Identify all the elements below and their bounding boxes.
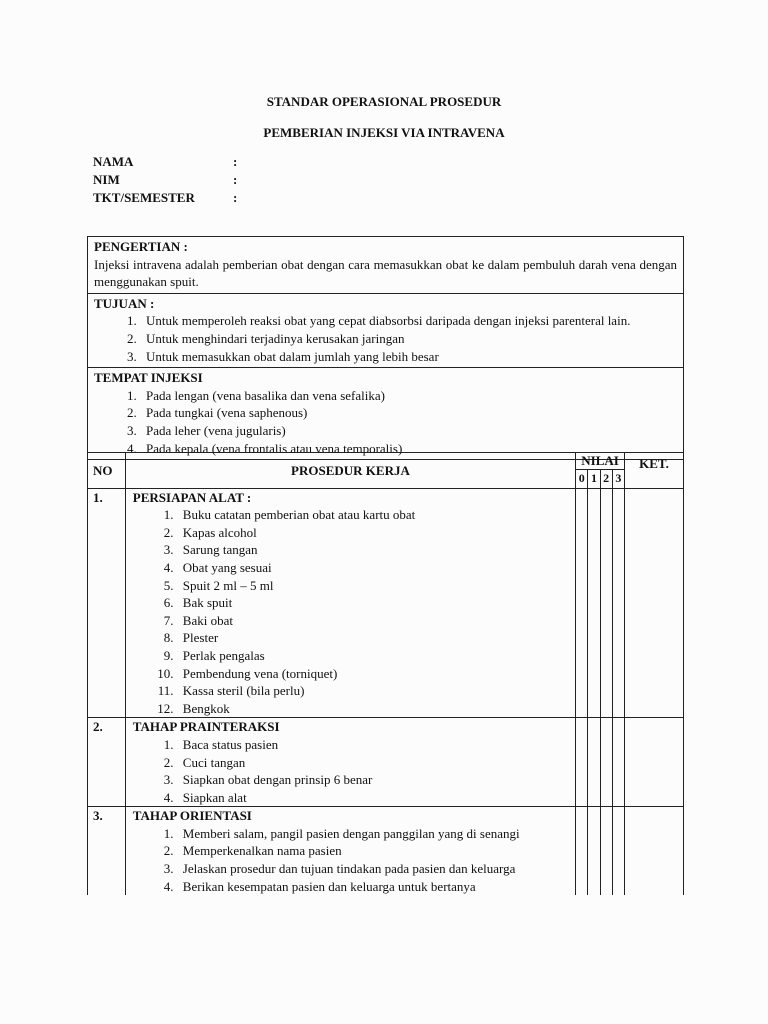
list-item: 3. Pada leher (vena jugularis) bbox=[140, 422, 677, 440]
score-cell[interactable] bbox=[600, 718, 612, 807]
score-cell[interactable] bbox=[576, 807, 588, 895]
list-item: 11. Kassa steril (bila perlu) bbox=[177, 682, 570, 700]
tujuan-section bbox=[88, 293, 684, 367]
list-item: 4. Berikan kesempatan pasien dan keluarga untuk bertanya bbox=[177, 878, 570, 896]
list-item: 3. Sarung tangan bbox=[177, 541, 570, 559]
list-item: 5. Spuit 2 ml – 5 ml bbox=[177, 577, 570, 595]
tujuan-heading: TUJUAN : bbox=[94, 295, 155, 311]
section-steps bbox=[131, 736, 570, 806]
tujuan-list bbox=[94, 312, 677, 365]
col-no-header: NO bbox=[88, 453, 126, 489]
list-item: 10. Pembendung vena (torniquet) bbox=[177, 665, 570, 683]
list-item: 2. Untuk menghindari terjadinya kerusakan jaringan bbox=[140, 330, 677, 348]
score-cell[interactable] bbox=[576, 718, 588, 807]
section-title: TAHAP PRAINTERAKSI bbox=[132, 719, 280, 735]
procedure-table bbox=[87, 452, 684, 895]
col-proc-header: PROSEDUR KERJA bbox=[125, 453, 575, 489]
section-steps bbox=[131, 825, 570, 895]
list-item: 7. Baki obat bbox=[177, 612, 570, 630]
list-item: 1. Buku catatan pemberian obat atau kartu obat bbox=[177, 506, 570, 524]
list-item: 3. Untuk memasukkan obat dalam jumlah yang lebih besar bbox=[140, 348, 677, 366]
list-item: 1. Memberi salam, pangil pasien dengan panggilan yang di senangi bbox=[177, 825, 570, 843]
tempat-list bbox=[94, 387, 677, 457]
identity-name-row bbox=[93, 154, 238, 170]
list-item: 1. Pada lengan (vena basalika dan vena sefalika) bbox=[140, 387, 677, 405]
list-item: 2. Pada tungkai (vena saphenous) bbox=[140, 404, 677, 422]
ket-cell[interactable] bbox=[625, 718, 684, 807]
document-subtitle: PEMBERIAN INJEKSI VIA INTRAVENA bbox=[263, 125, 505, 140]
score-cell[interactable] bbox=[600, 488, 612, 718]
ket-cell[interactable] bbox=[625, 807, 684, 895]
list-item: 8. Plester bbox=[177, 629, 570, 647]
score-cell[interactable] bbox=[612, 718, 624, 807]
score-cell[interactable] bbox=[600, 807, 612, 895]
score-0-header: 0 bbox=[576, 470, 588, 489]
table-row bbox=[88, 488, 684, 718]
section-number: 2. bbox=[88, 718, 126, 807]
table-row bbox=[88, 807, 684, 895]
tempat-section bbox=[88, 368, 684, 460]
list-item: 1. Baca status pasien bbox=[177, 736, 570, 754]
score-cell[interactable] bbox=[576, 488, 588, 718]
identity-name-label: NAMA bbox=[93, 154, 134, 169]
table-header-row bbox=[88, 453, 684, 470]
identity-semester-colon: : bbox=[233, 190, 238, 205]
list-item: 2. Memperkenalkan nama pasien bbox=[177, 842, 570, 860]
score-cell[interactable] bbox=[612, 807, 624, 895]
pengertian-text: Injeksi intravena adalah pemberian obat dengan cara memasukkan obat ke dalam pembuluh darah vena dengan menggunakan spuit. bbox=[94, 256, 677, 290]
document-title: STANDAR OPERASIONAL PROSEDUR bbox=[266, 94, 502, 109]
section-title: TAHAP ORIENTASI bbox=[132, 808, 252, 824]
list-item: 4. Obat yang sesuai bbox=[177, 559, 570, 577]
section-steps bbox=[131, 506, 570, 717]
identity-nim-colon: : bbox=[233, 172, 238, 187]
identity-nim-row bbox=[93, 172, 238, 188]
score-cell[interactable] bbox=[612, 488, 624, 718]
score-1-header: 1 bbox=[588, 470, 600, 489]
list-item: 3. Jelaskan prosedur dan tujuan tindakan pada pasien dan keluarga bbox=[177, 860, 570, 878]
identity-name-colon: : bbox=[233, 154, 238, 169]
pengertian-heading: PENGERTIAN : bbox=[94, 239, 188, 254]
section-number: 3. bbox=[88, 807, 126, 895]
section-title: PERSIAPAN ALAT : bbox=[132, 489, 252, 505]
tempat-heading: TEMPAT INJEKSI bbox=[94, 370, 203, 386]
identity-semester-label: TKT/SEMESTER bbox=[93, 190, 195, 205]
list-item: 4. Siapkan alat bbox=[177, 789, 570, 807]
col-ket-header: KET. bbox=[625, 453, 684, 489]
score-cell[interactable] bbox=[588, 807, 600, 895]
table-row bbox=[88, 718, 684, 807]
identity-nim-label: NIM bbox=[93, 172, 120, 187]
score-cell[interactable] bbox=[588, 488, 600, 718]
info-table bbox=[87, 236, 684, 460]
col-nilai-header: NILAI bbox=[576, 453, 625, 470]
section-number: 1. bbox=[88, 488, 126, 718]
ket-cell[interactable] bbox=[625, 488, 684, 718]
list-item: 9. Perlak pengalas bbox=[177, 647, 570, 665]
list-item: 1. Untuk memperoleh reaksi obat yang cepat diabsorbsi daripada dengan injeksi parenteral lain. bbox=[140, 312, 677, 330]
list-item: 4. Pada kepala (vena frontalis atau vena temporalis) bbox=[140, 440, 677, 458]
score-2-header: 2 bbox=[600, 470, 612, 489]
score-3-header: 3 bbox=[612, 470, 624, 489]
list-item: 3. Siapkan obat dengan prinsip 6 benar bbox=[177, 771, 570, 789]
pengertian-section bbox=[88, 237, 684, 294]
list-item: 6. Bak spuit bbox=[177, 594, 570, 612]
list-item: 2. Cuci tangan bbox=[177, 754, 570, 772]
identity-semester-row bbox=[93, 190, 238, 206]
list-item: 12. Bengkok bbox=[177, 700, 570, 718]
list-item: 2. Kapas alcohol bbox=[177, 524, 570, 542]
score-cell[interactable] bbox=[588, 718, 600, 807]
